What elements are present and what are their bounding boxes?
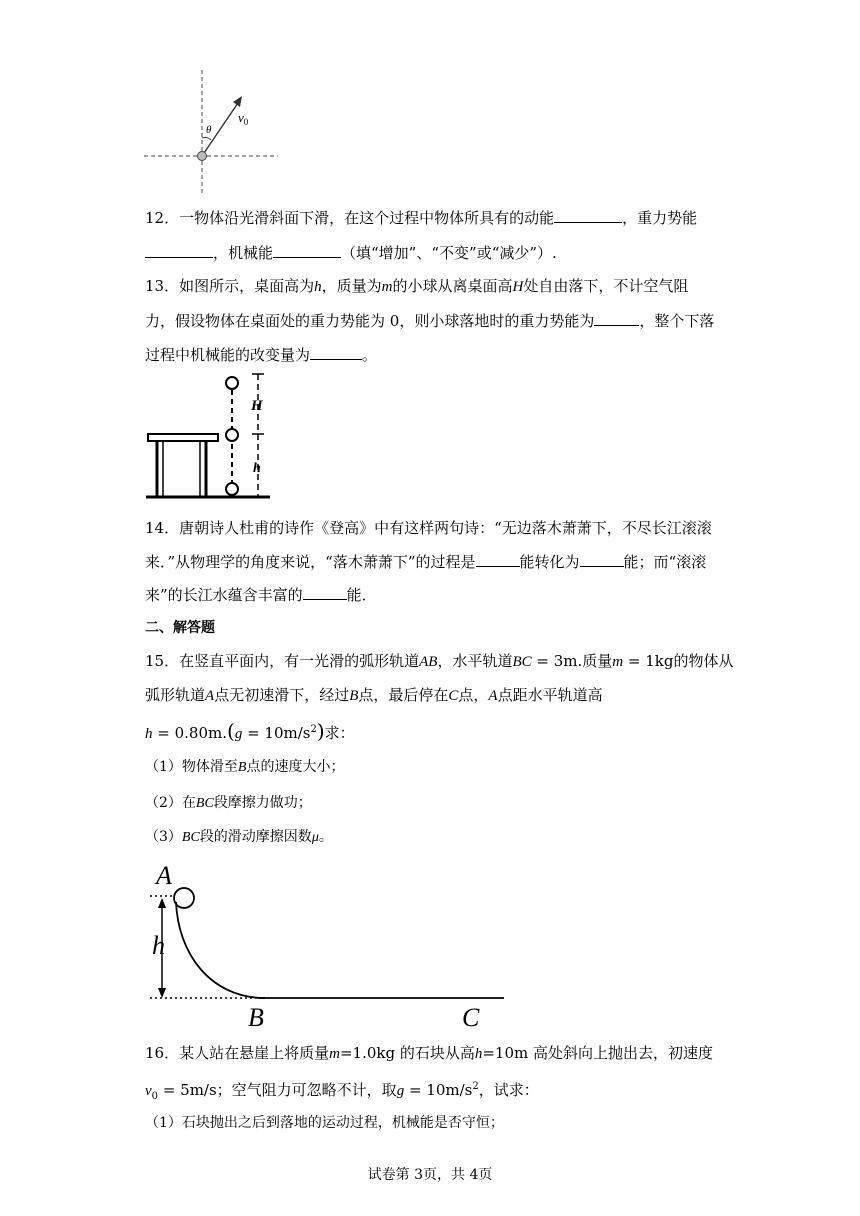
q12-blank-potential[interactable] <box>145 243 213 258</box>
angle-label: θ <box>206 124 212 136</box>
ball-bottom <box>226 483 238 495</box>
q16-line-2: $v_0 = 5m/s$；空气阻力可忽略不计，取$g = 10m/s^2$，试求： <box>145 1081 539 1102</box>
q13-blank-change[interactable] <box>310 345 362 360</box>
particle <box>198 152 207 161</box>
section-heading: 二、解答题 <box>145 620 215 636</box>
table-ball-figure <box>140 368 280 502</box>
h-label: h <box>253 461 261 476</box>
q14-blank-2[interactable] <box>580 552 624 567</box>
q14-line-1: 14．唐朝诗人杜甫的诗作《登高》中有这样两句诗：“无边落木萧萧下，不尽长江滚滚 <box>145 519 712 537</box>
q12-blank-kinetic[interactable] <box>554 208 622 223</box>
point-A-label: A <box>156 861 172 890</box>
q12-line-2: ，机械能 （填“增加”、“不变”或“减少”）. <box>145 243 557 263</box>
height-arrow-bottom <box>158 988 166 998</box>
q15-part-3: （3）BC段的滑动摩擦因数μ。 <box>145 829 333 845</box>
point-B-label: B <box>248 1003 264 1032</box>
q15-line-1: 15．在竖直平面内，有一光滑的弧形轨道AB，水平轨道BC = 3m.质量m = 1kg的物体从 <box>145 652 734 670</box>
q13-blank-potential[interactable] <box>594 311 639 326</box>
track-figure <box>140 858 520 1034</box>
q12-blank-mechanical[interactable] <box>273 243 341 258</box>
page-footer: 试卷第 3页，共 4页 <box>367 1167 493 1183</box>
q13-line-1: 13．如图所示，桌面高为h，质量为m的小球从离桌面高H处自由落下，不计空气阻 <box>145 277 689 295</box>
q13-line-2: 力，假设物体在桌面处的重力势能为 0，则小球落地时的重力势能为 ，整个下落 <box>145 312 715 330</box>
q13-line-3: 过程中机械能的改变量为 。 <box>145 346 378 364</box>
arc-track <box>176 902 265 998</box>
q16-line-1: 16．某人站在悬崖上将质量m=1.0kg 的石块从高h=10m 高处斜向上抛出去，初速度 <box>145 1044 713 1062</box>
ball-middle <box>226 429 238 441</box>
q14-blank-1[interactable] <box>476 552 520 567</box>
q12-line-1: 12．一物体沿光滑斜面下滑，在这个过程中物体所具有的动能 ，重力势能 <box>145 209 698 227</box>
q15-part-1: （1）物体滑至B点的速度大小； <box>145 759 345 775</box>
q14-line-2: 来．”从物理学的角度来说，“落木萧萧下”的过程是 能转化为 能；而“滚滚 <box>145 553 707 571</box>
H-label: H <box>251 398 263 414</box>
q15-line-3: $h = 0.80m.(g = 10m/s^2)$求： <box>145 719 355 743</box>
v0-label: $v_0$ <box>238 110 249 127</box>
angle-arc <box>202 137 211 140</box>
point-C-label: C <box>462 1003 480 1032</box>
q14-blank-3[interactable] <box>303 585 347 600</box>
height-arrow-top <box>158 898 166 908</box>
q16-part-1: （1）石块抛出之后到落地的运动过程，机械能是否守恒； <box>145 1115 504 1131</box>
height-label: h <box>152 931 165 960</box>
table-top <box>148 434 218 441</box>
q14-line-3: 来”的长江水蕴含丰富的 能． <box>145 586 377 604</box>
velocity-arrowhead <box>233 96 242 107</box>
velocity-angle-figure <box>140 68 285 196</box>
q15-line-2: 弧形轨道A点无初速滑下，经过B点，最后停在C点，A点距水平轨道高 <box>145 686 603 704</box>
q15-part-2: （2）在BC段摩擦力做功； <box>145 795 312 811</box>
ball-top <box>226 377 238 389</box>
